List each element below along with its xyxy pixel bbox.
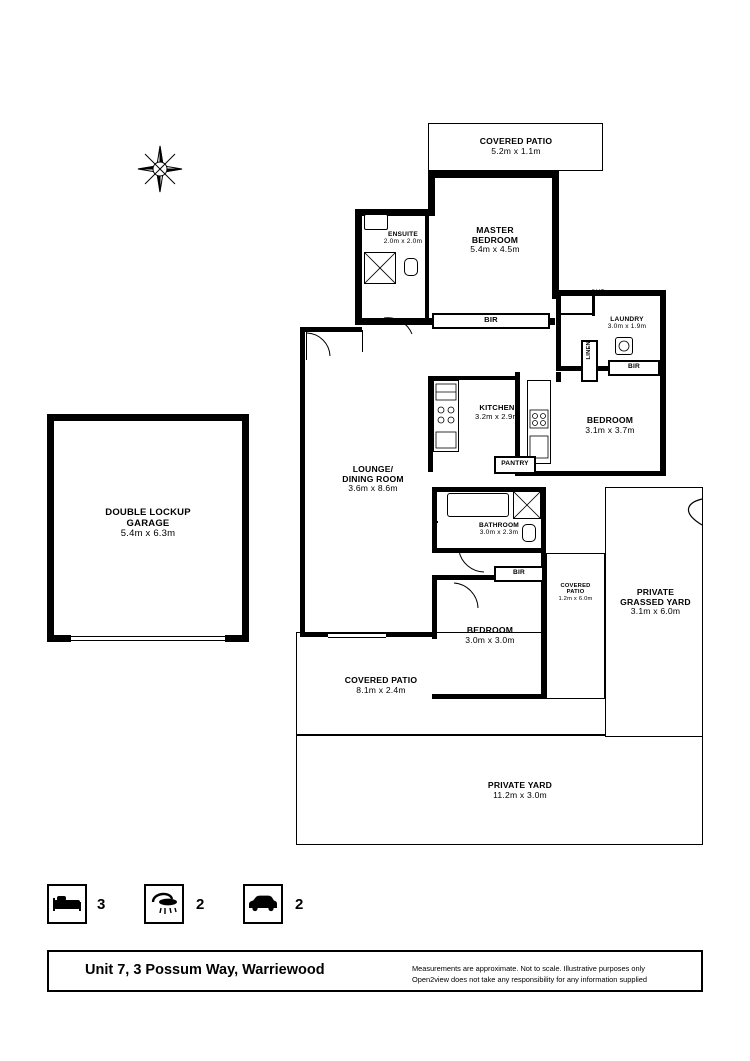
bathroom-basin bbox=[436, 521, 438, 523]
wall-bed3-bottom bbox=[432, 694, 546, 699]
wall-lounge-left bbox=[300, 327, 305, 637]
bir-bed2-label: BIR bbox=[628, 363, 640, 370]
disclaimer-line-1: Measurements are approximate. Not to scale. Illustrative purposes only bbox=[412, 964, 645, 973]
wall-lounge-bottom-right bbox=[386, 632, 432, 637]
covered-patio-small-label: COVERED PATIO 1.2m x 6.0m bbox=[558, 583, 593, 602]
wall-ensuite-left bbox=[355, 209, 362, 325]
bath-shower-diagonal-icon bbox=[513, 491, 541, 519]
ensuite-basin bbox=[364, 214, 388, 230]
wall-bath-left bbox=[432, 487, 437, 553]
car-count: 2 bbox=[295, 896, 304, 913]
ensuite-toilet bbox=[404, 258, 418, 276]
car-icon-box bbox=[243, 884, 283, 924]
covered-patio-main-label: COVERED PATIO 8.1m x 2.4m bbox=[344, 675, 418, 695]
master-door-arc bbox=[382, 316, 416, 338]
wall-master-top bbox=[428, 171, 559, 178]
bir-master-label: BIR bbox=[484, 315, 498, 324]
garage-wall-right bbox=[242, 414, 249, 642]
car-icon bbox=[245, 886, 281, 922]
bedroom3-door-arc bbox=[452, 582, 482, 610]
garage-door-line-1 bbox=[71, 636, 225, 637]
wall-bath-right bbox=[541, 487, 546, 553]
covered-patio-small-area bbox=[546, 553, 605, 699]
bathroom-door-arc bbox=[458, 550, 488, 574]
wall-bath-bottom bbox=[432, 548, 546, 553]
shower-icon bbox=[146, 886, 182, 922]
linen-label: LINEN bbox=[585, 341, 592, 360]
private-grassed-yard-label: PRIVATE GRASSED YARD 3.1m x 6.0m bbox=[620, 587, 691, 617]
yard-curve-icon bbox=[676, 497, 704, 527]
wall-master-right bbox=[552, 171, 559, 299]
bir-bed3-label: BIR bbox=[513, 569, 525, 576]
wall-laundry-left bbox=[556, 290, 561, 370]
property-address: Unit 7, 3 Possum Way, Warriewood bbox=[85, 962, 325, 978]
cup-label: CUP bbox=[590, 289, 606, 296]
wall-right-lower-stub bbox=[660, 466, 666, 476]
kitchen-fittings-right-icon bbox=[527, 380, 551, 464]
north-compass bbox=[136, 143, 184, 195]
kitchen-fittings-left-icon bbox=[433, 380, 459, 452]
garage-wall-bottom-right bbox=[225, 635, 249, 642]
cup-line bbox=[561, 313, 593, 315]
bed-icon bbox=[49, 886, 85, 922]
wall-laundry-corner bbox=[556, 290, 561, 296]
shower-count: 2 bbox=[196, 896, 205, 913]
shower-icon-box bbox=[144, 884, 184, 924]
bathroom-label: BATHROOM 3.0m x 2.3m bbox=[479, 522, 519, 537]
bed-icon-box bbox=[47, 884, 87, 924]
lounge-dining-label: LOUNGE/ DINING ROOM 3.6m x 8.6m bbox=[342, 464, 404, 494]
master-bedroom-label: MASTER BEDROOM 5.4m x 4.5m bbox=[470, 225, 520, 255]
garage-wall-top bbox=[47, 414, 249, 421]
bedroom3-label: BEDROOM 3.0m x 3.0m bbox=[465, 625, 515, 645]
pantry-label: PANTRY bbox=[501, 460, 529, 467]
bed-count: 3 bbox=[97, 896, 106, 913]
private-yard-label: PRIVATE YARD 11.2m x 3.0m bbox=[487, 780, 553, 800]
wall-bed3-top bbox=[432, 575, 494, 580]
bathtub bbox=[447, 493, 509, 517]
bedroom2-label: BEDROOM 3.1m x 3.7m bbox=[585, 415, 635, 435]
laundry-tub-icon bbox=[615, 337, 633, 355]
shower-diagonal-icon bbox=[364, 252, 396, 284]
wall-ensuite-right bbox=[425, 209, 429, 321]
kitchen-label: KITCHEN 3.2m x 2.9m bbox=[475, 403, 519, 421]
garage-label: DOUBLE LOCKUP GARAGE 5.4m x 6.3m bbox=[105, 507, 191, 540]
disclaimer-line-2: Open2view does not take any responsibility for any information supplied bbox=[412, 975, 647, 985]
garage-wall-left bbox=[47, 414, 54, 642]
lounge-slider-1 bbox=[328, 633, 386, 634]
garage-door-line-2 bbox=[71, 640, 225, 641]
wall-master-left-upper bbox=[428, 171, 435, 209]
wall-bed2-stub bbox=[556, 372, 561, 382]
wall-bed2-bottom bbox=[515, 471, 666, 476]
lounge-slider-2 bbox=[328, 637, 386, 638]
garage-wall-bottom-left bbox=[47, 635, 71, 642]
wall-lounge-bottom-left bbox=[300, 632, 328, 637]
lounge-window-mark bbox=[362, 330, 363, 352]
disclaimer bbox=[412, 963, 647, 985]
laundry-label: LAUNDRY 3.0m x 1.9m bbox=[607, 316, 647, 331]
covered-patio-top-label: COVERED PATIO 5.2m x 1.1m bbox=[479, 136, 553, 156]
entry-door-arc bbox=[306, 332, 332, 358]
wall-bed3-left bbox=[432, 575, 437, 639]
ensuite-label: ENSUITE 2.0m x 2.0m bbox=[383, 231, 423, 246]
